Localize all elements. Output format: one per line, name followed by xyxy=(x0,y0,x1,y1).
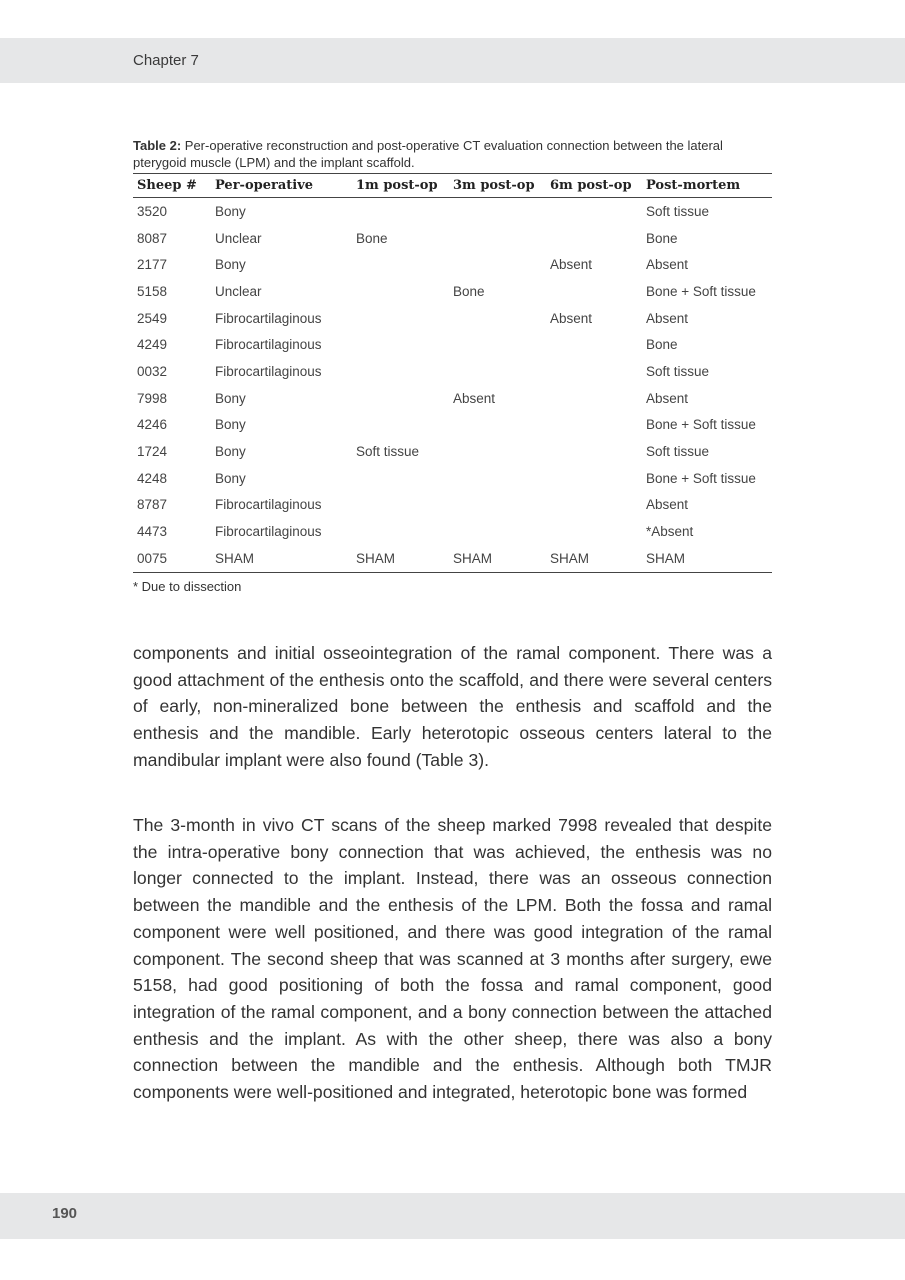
cell-3m-post-op xyxy=(449,412,546,439)
cell-post-mortem: Bone + Soft tissue xyxy=(646,417,756,433)
cell-per-operative: Fibrocartilaginous xyxy=(215,310,322,326)
cell-per-operative: Fibrocartilaginous xyxy=(215,497,322,513)
cell-6m-post-op xyxy=(546,518,642,545)
cell-3m-post-op xyxy=(449,465,546,492)
cell-1m-post-op xyxy=(352,385,449,412)
column-header-sheep: Sheep # xyxy=(133,174,211,198)
table-row xyxy=(133,492,772,519)
cell-1m-post-op xyxy=(352,305,449,332)
table-caption xyxy=(133,137,772,171)
cell-6m-post-op xyxy=(546,358,642,385)
table-row xyxy=(133,465,772,492)
column-header-1m-post-op: 1m post-op xyxy=(352,174,449,198)
body-paragraph-2: The 3-month in vivo CT scans of the sheep marked 7998 revealed that despite the intra-operative bony connection that was achieved, the enthesis was no longer connected to the implant. Instead, there was an osseous connection between the mandible and the enthesis of the LPM. Both the fossa and ramal component were well positioned, and there was good integration of the ramal component. The second sheep that was scanned at 3 months after surgery, ewe 5158, had good positioning of both the fossa and ramal component, good integration of the ramal component, and a bony connection between the attached enthesis and the implant. As with the other sheep, there was also a bony connection between the mandible and the enthesis. Although both TMJR components were well-positioned and integrated, heterotopic bone was formed xyxy=(133,815,772,1103)
cell-sheep-id: 3520 xyxy=(137,203,168,219)
cell-sheep-id: 4248 xyxy=(137,470,168,486)
cell-3m-post-op xyxy=(449,358,546,385)
cell-post-mortem: Bone xyxy=(646,337,678,353)
table-block xyxy=(133,137,772,594)
chapter-label: Chapter 7 xyxy=(133,52,199,69)
cell-per-operative: Fibrocartilaginous xyxy=(215,337,322,353)
cell-per-operative: Unclear xyxy=(215,283,262,299)
cell-post-mortem: Absent xyxy=(646,497,689,513)
cell-sheep-id: 8087 xyxy=(137,230,168,246)
cell-per-operative: Unclear xyxy=(215,230,262,246)
cell-3m-post-op xyxy=(449,198,546,225)
cell-sheep-id: 0032 xyxy=(137,363,168,379)
cell-6m-post-op xyxy=(546,198,642,225)
table-caption-text: Per-operative reconstruction and post-operative CT evaluation connection between the lateral pterygoid muscle (LPM) and the implant scaffold. xyxy=(133,138,723,170)
cell-3m-post-op xyxy=(449,251,546,278)
cell-1m-post-op: Bone xyxy=(356,230,388,246)
cell-per-operative: Fibrocartilaginous xyxy=(215,524,322,540)
cell-post-mortem: Soft tissue xyxy=(646,444,710,460)
column-header-per-operative: Per-operative xyxy=(211,174,352,198)
cell-sheep-id: 2177 xyxy=(137,257,168,273)
cell-post-mortem: Soft tissue xyxy=(646,203,710,219)
cell-per-operative: Bony xyxy=(215,257,246,273)
cell-post-mortem: *Absent xyxy=(646,524,694,540)
table-row xyxy=(133,358,772,385)
table-row xyxy=(133,438,772,465)
cell-6m-post-op xyxy=(546,492,642,519)
table-row xyxy=(133,225,772,252)
cell-per-operative: Bony xyxy=(215,390,246,406)
page-number: 190 xyxy=(52,1205,78,1222)
cell-1m-post-op xyxy=(352,278,449,305)
cell-1m-post-op xyxy=(352,198,449,225)
cell-post-mortem: Bone + Soft tissue xyxy=(646,470,756,486)
table-caption-label: Table 2: xyxy=(133,138,182,153)
cell-6m-post-op: Absent xyxy=(550,257,593,273)
table-row xyxy=(133,278,772,305)
cell-3m-post-op xyxy=(449,518,546,545)
cell-sheep-id: 4473 xyxy=(137,524,168,540)
table-row xyxy=(133,385,772,412)
cell-6m-post-op: Absent xyxy=(550,310,593,326)
cell-1m-post-op xyxy=(352,358,449,385)
body-paragraph-1: components and initial osseointegration of the ramal component. There was a good attachment of the enthesis onto the scaffold, and there were several centers of early, non-mineralized bone between the enthesis and scaffold and the enthesis and the mandible. Early heterotopic osseous centers lateral to the mandibular implant were also found (Table 3). xyxy=(133,643,772,770)
cell-6m-post-op xyxy=(546,465,642,492)
cell-1m-post-op: SHAM xyxy=(352,545,449,572)
cell-3m-post-op xyxy=(449,305,546,332)
cell-6m-post-op xyxy=(546,385,642,412)
cell-1m-post-op xyxy=(352,492,449,519)
table-footnote: * Due to dissection xyxy=(133,578,242,594)
cell-post-mortem: Absent xyxy=(646,390,689,406)
cell-3m-post-op xyxy=(449,331,546,358)
cell-per-operative: Fibrocartilaginous xyxy=(215,363,322,379)
cell-3m-post-op: Absent xyxy=(453,390,496,406)
cell-6m-post-op xyxy=(546,438,642,465)
cell-3m-post-op xyxy=(449,492,546,519)
cell-post-mortem: Soft tissue xyxy=(646,363,710,379)
table-row xyxy=(133,518,772,545)
cell-6m-post-op xyxy=(546,331,642,358)
cell-sheep-id: 5158 xyxy=(137,283,168,299)
cell-6m-post-op xyxy=(546,278,642,305)
table-header-row xyxy=(133,174,772,198)
cell-per-operative: Bony xyxy=(215,203,246,219)
cell-sheep-id: 4246 xyxy=(137,417,168,433)
cell-post-mortem: Absent xyxy=(646,257,689,273)
cell-6m-post-op: SHAM xyxy=(546,545,642,572)
cell-per-operative: Bony xyxy=(215,444,246,460)
cell-1m-post-op xyxy=(352,465,449,492)
cell-per-operative: Bony xyxy=(215,470,246,486)
cell-6m-post-op xyxy=(546,412,642,439)
table-row xyxy=(133,331,772,358)
cell-post-mortem: Bone + Soft tissue xyxy=(646,283,756,299)
cell-sheep-id: 1724 xyxy=(137,444,168,460)
cell-post-mortem: SHAM xyxy=(642,545,772,572)
footer-band xyxy=(0,1193,905,1239)
cell-1m-post-op xyxy=(352,412,449,439)
cell-3m-post-op xyxy=(449,225,546,252)
column-header-post-mortem: Post-mortem xyxy=(642,174,772,198)
cell-6m-post-op xyxy=(546,225,642,252)
table-row xyxy=(133,545,772,572)
cell-post-mortem: Absent xyxy=(646,310,689,326)
column-header-3m-post-op: 3m post-op xyxy=(449,174,546,198)
cell-sheep-id: 8787 xyxy=(137,497,168,513)
cell-sheep-id: 0075 xyxy=(133,545,211,572)
cell-per-operative: Bony xyxy=(215,417,246,433)
table-row xyxy=(133,251,772,278)
cell-sheep-id: 7998 xyxy=(137,390,168,406)
cell-1m-post-op: Soft tissue xyxy=(356,444,420,460)
cell-per-operative: SHAM xyxy=(211,545,352,572)
table-row xyxy=(133,412,772,439)
cell-3m-post-op: SHAM xyxy=(449,545,546,572)
cell-sheep-id: 2549 xyxy=(137,310,168,326)
cell-1m-post-op xyxy=(352,518,449,545)
table-row xyxy=(133,198,772,225)
cell-1m-post-op xyxy=(352,331,449,358)
table-row xyxy=(133,305,772,332)
cell-sheep-id: 4249 xyxy=(137,337,168,353)
cell-3m-post-op xyxy=(449,438,546,465)
cell-1m-post-op xyxy=(352,251,449,278)
column-header-6m-post-op: 6m post-op xyxy=(546,174,642,198)
cell-post-mortem: Bone xyxy=(646,230,678,246)
data-table xyxy=(133,173,772,573)
cell-3m-post-op: Bone xyxy=(453,283,485,299)
